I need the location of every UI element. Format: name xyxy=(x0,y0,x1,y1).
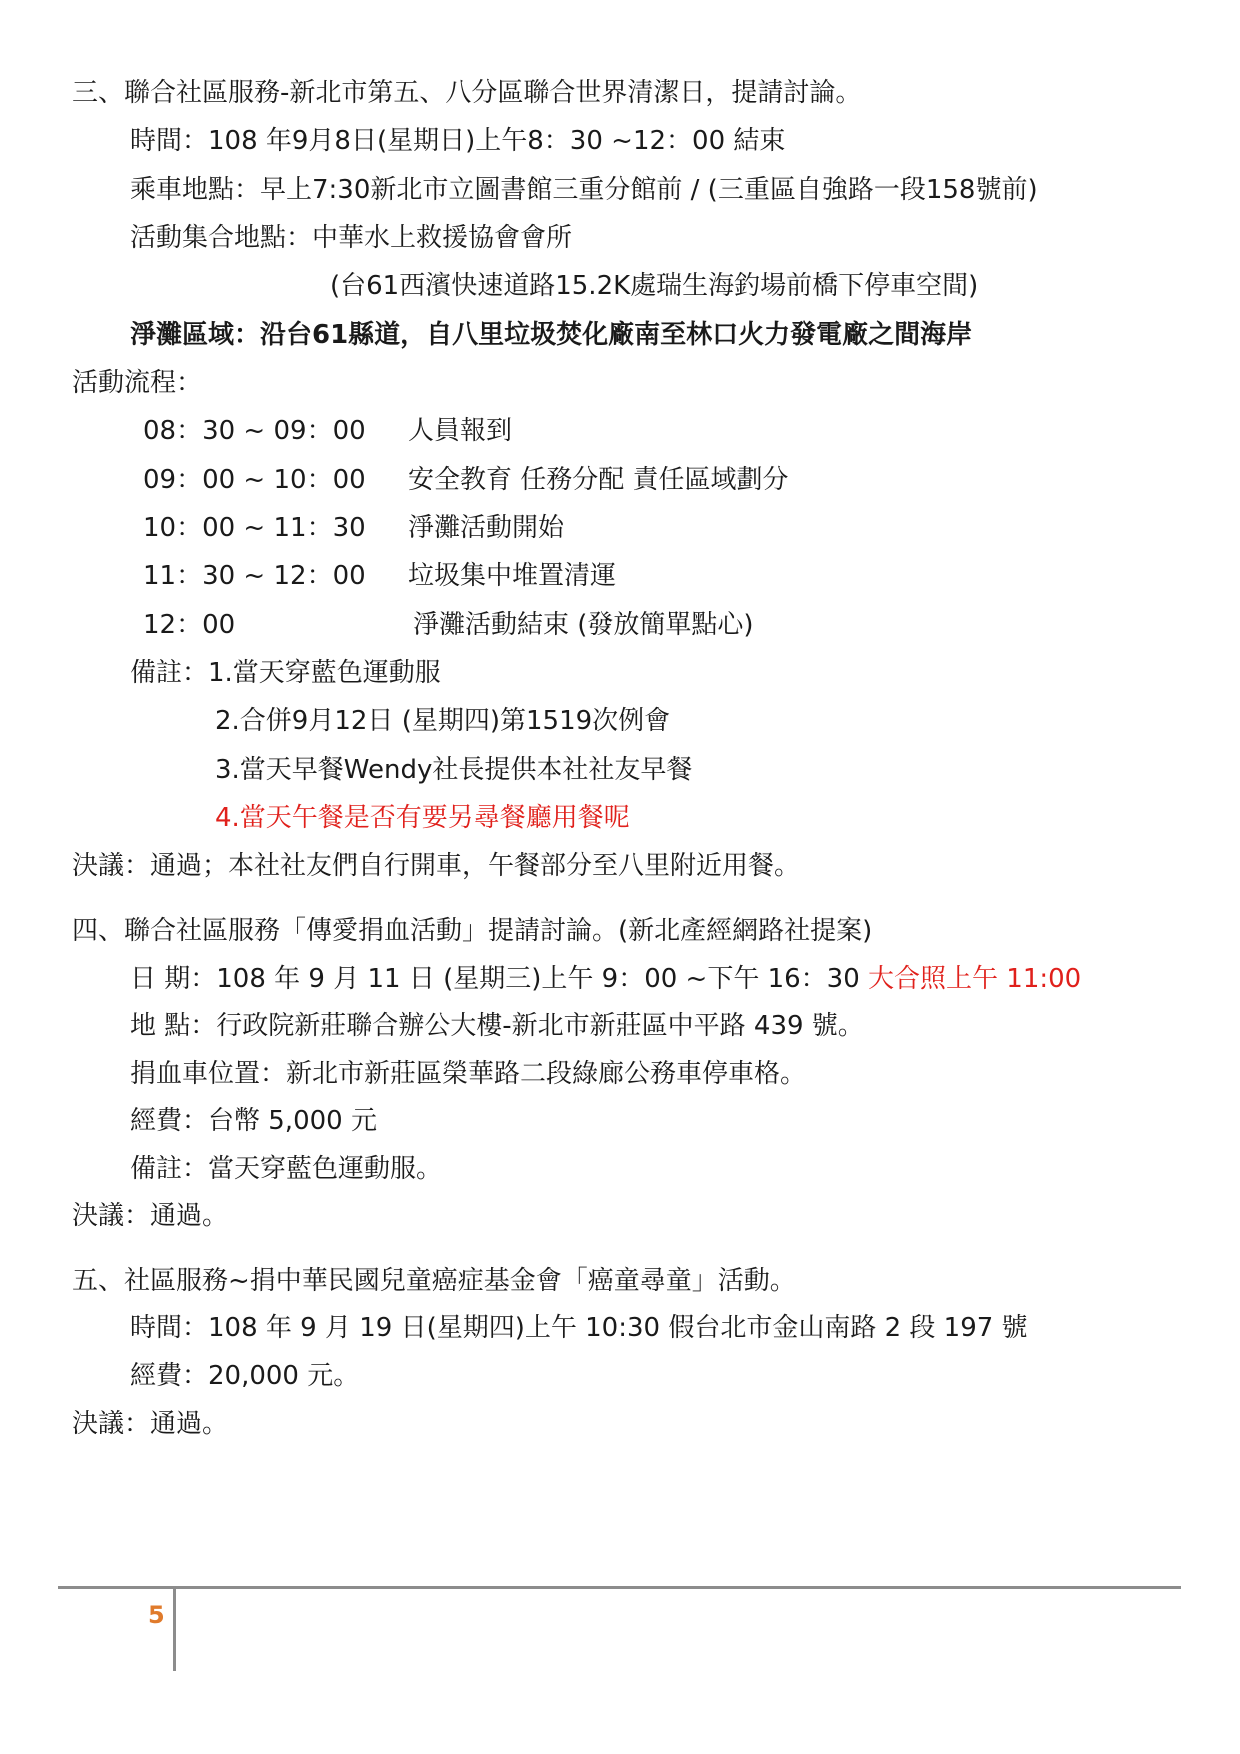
item3-time: 時間：108 年9月8日(星期日)上午8：30 ~12：00 結束 xyxy=(130,126,786,156)
item3-heading: 三、聯合社區服務-新北市第五、八分區聯合世界清潔日，提請討論。 xyxy=(72,78,862,108)
item4-bus-location: 捐血車位置：新北市新莊區榮華路二段綠廊公務車停車格。 xyxy=(130,1059,807,1089)
schedule-activity: 淨灘活動結束 (發放簡單點心) xyxy=(413,610,754,640)
footer-vertical-divider xyxy=(173,1589,176,1671)
item4-date-highlight: 大合照上午 11:00 xyxy=(868,964,1082,994)
item3-note-3: 3.當天早餐Wendy社長提供本社社友早餐 xyxy=(215,755,693,785)
item4-budget: 經費：台幣 5,000 元 xyxy=(130,1106,377,1136)
item4-place: 地 點：行政院新莊聯合辦公大樓-新北市新莊區中平路 439 號。 xyxy=(130,1011,864,1041)
item4-heading: 四、聯合社區服務「傳愛捐血活動」提請討論。(新北產經網路社提案) xyxy=(72,916,873,946)
item5-budget: 經費：20,000 元。 xyxy=(130,1361,360,1391)
item4-resolution: 決議：通過。 xyxy=(72,1201,229,1231)
item3-pickup: 乘車地點：早上7:30新北市立圖書館三重分館前 / (三重區自強路一段158號前) xyxy=(130,175,1038,205)
item4-note: 備註：當天穿藍色運動服。 xyxy=(130,1154,443,1184)
item5-resolution: 決議：通過。 xyxy=(72,1409,229,1439)
schedule-time: 11：30 ~ 12：00 xyxy=(143,561,366,591)
schedule-time: 10：00 ~ 11：30 xyxy=(143,513,366,543)
footer-divider xyxy=(58,1586,1181,1589)
item5-time: 時間：108 年 9 月 19 日(星期四)上午 10:30 假台北市金山南路 2 段 197 號 xyxy=(130,1313,1028,1343)
item4-date-line xyxy=(130,962,1081,996)
item3-venue: 活動集合地點：中華水上救援協會會所 xyxy=(130,223,573,253)
item3-note-1: 備註：1.當天穿藍色運動服 xyxy=(130,658,441,688)
schedule-activity: 垃圾集中堆置清運 xyxy=(408,561,617,591)
schedule-activity: 人員報到 xyxy=(408,416,513,446)
schedule-activity: 安全教育 任務分配 責任區域劃分 xyxy=(408,465,789,495)
schedule-time: 12：00 xyxy=(143,610,236,640)
item4-date: 日 期：108 年 9 月 11 日 (星期三)上午 9：00 ~下午 16：30 xyxy=(130,964,860,994)
item3-note-4: 4.當天午餐是否有要另尋餐廳用餐呢 xyxy=(215,803,630,833)
page-number: 5 xyxy=(148,1601,165,1629)
item3-note-2: 2.合併9月12日 (星期四)第1519次例會 xyxy=(215,706,671,736)
item5-heading: 五、社區服務~捐中華民國兒童癌症基金會「癌童尋童」活動。 xyxy=(72,1266,796,1296)
schedule-time: 08：30 ~ 09：00 xyxy=(143,416,366,446)
schedule-time: 09：00 ~ 10：00 xyxy=(143,465,366,495)
schedule-activity: 淨灘活動開始 xyxy=(408,513,565,543)
item3-venue-detail: (台61西濱快速道路15.2K處瑞生海釣場前橋下停車空間) xyxy=(330,271,979,301)
item3-cleanup-area: 淨灘區域：沿台61縣道，自八里垃圾焚化廠南至林口火力發電廠之間海岸 xyxy=(130,320,973,350)
item3-resolution: 決議：通過；本社社友們自行開車，午餐部分至八里附近用餐。 xyxy=(72,851,801,881)
item3-flow-label: 活動流程： xyxy=(72,368,203,398)
